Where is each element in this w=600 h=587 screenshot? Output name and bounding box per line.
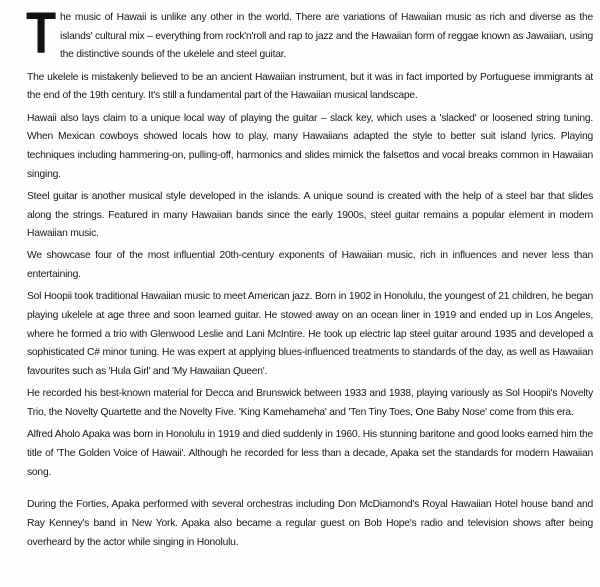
article-body <box>26 1 593 556</box>
paragraph-slack-key: Hawaii also lays claim to a unique local way of playing the guitar – slack key, which uses a 'slacked' or loosened string tuning. When Mexican cowboys showed locals how to play, many Hawaiians adapted the style to better suit island lyrics. Playing techniques including hammering-on, pulling-off, harmonics and slides mimick the falsettos and vocal breaks common in Hawaiian singing. <box>27 112 593 180</box>
paragraph-recordings: He recorded his best-known material for Decca and Brunswick between 1933 and 1938, playing variously as Sol Hoopii's Novelty Trio, the Novelty Quartette and the Novelty Five. 'King Kamehameha' and 'Ten Tiny Toes, One Baby Nose' come from this era. <box>27 388 593 419</box>
paragraph-ukelele: The ukelele is mistakenly believed to be an ancient Hawaiian instrument, but it was in fact imported by Portuguese immigrants at the end of the 19th century. It's still a fundamental part of the Hawaiian musical landscape. <box>27 71 593 102</box>
paragraph-intro-text: he music of Hawaii is unlike any other in the world. There are variations of Hawaiian music as rich and diverse as the islands' cultural mix – everything from rock'n'roll and rap to jazz and the Hawaiian form of reggae known as Jawaiian, using the distinctive sounds of the ukelele and steel guitar. <box>60 12 593 61</box>
paragraph-showcase: We showcase four of the most influential 20th-century exponents of Hawaiian music, rich in influences and never less than entertaining. <box>27 250 593 281</box>
paragraph-apaka: Alfred Aholo Apaka was born in Honolulu in 1919 and died suddenly in 1960. His stunning baritone and good looks earned him the title of 'The Golden Voice of Hawaii'. Although he recorded for less than a decade, Apaka set the standards for modern Hawaiian song. <box>27 429 593 478</box>
paragraph-steel-guitar: Steel guitar is another musical style developed in the islands. A unique sound is created with the help of a steel bar that slides along the strings. Featured in many Hawaiian bands since the early 1900s, steel guitar remains a popular element in modern Hawaiian music. <box>27 190 593 240</box>
paragraph-forties: During the Forties, Apaka performed with several orchestras including Don McDiamond's Royal Hawaiian Hotel house band and Ray Kenney's band in New York. Apaka also became a regular guest on Bob Hope's radio and television shows after being overheard by the actor while singing in Honolulu. <box>27 499 593 548</box>
paragraph-sol-hoopii: Sol Hoopii took traditional Hawaiian music to meet American jazz. Born in 1902 in Honolulu, the youngest of 21 children, he began playing ukelele at age three and soon learned guitar. He stowed away on an ocean liner in 1919 and ended up in Los Angeles, where he formed a trio with Glenwood Leslie and Lani McIntire. He took up electric lap steel guitar around 1935 and developed a sophisticated C# minor tuning. He was expert at applying blues-influenced treatments to standards of the day, as well as Hawaiian favourites such as 'Hula Girl' and 'My Hawaiian Queen'. <box>27 291 593 378</box>
paragraph-intro <box>26 1 593 66</box>
drop-cap: T <box>26 1 56 66</box>
